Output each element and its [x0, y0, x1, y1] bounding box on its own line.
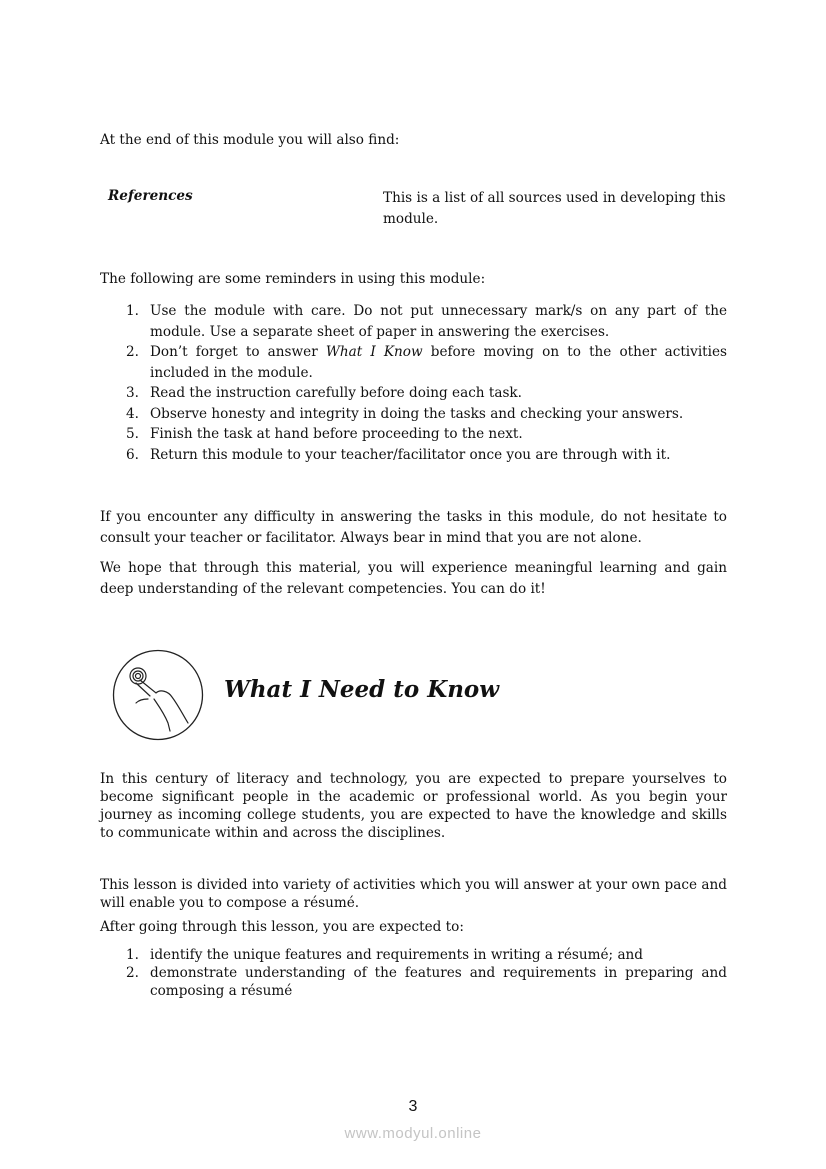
intro-text: At the end of this module you will also find:: [100, 132, 400, 148]
list-item: [100, 301, 727, 342]
lesson-paragraph: This lesson is divided into variety of activities which you will answer at your own pace and will enable you to compose a résumé.: [100, 877, 727, 911]
list-item: [100, 964, 727, 1000]
item-text: Read the instruction carefully before doing each task.: [150, 385, 522, 401]
item-text: Finish the task at hand before proceeding to the next.: [150, 426, 523, 442]
hand-tap-icon: [112, 649, 204, 741]
section-title: What I Need to Know: [224, 676, 500, 703]
difficulty-paragraph: If you encounter any difficulty in answering the tasks in this module, do not hesitate to consult your teacher or facilitator. Always bear in mind that you are not alone.: [100, 509, 727, 546]
list-item: [100, 946, 727, 964]
item-number: 2.: [126, 344, 139, 360]
item-text: Observe honesty and integrity in doing the tasks and checking your answers.: [150, 405, 684, 422]
reference-term: References: [108, 188, 193, 204]
century-paragraph: In this century of literacy and technology, you are expected to prepare yourselves to become significant people in the academic or professional world. As you begin your journey as incoming college students, you are expected to have the knowledge and skills to communicate within and across the disciplines.: [100, 771, 727, 841]
item-text: identify the unique features and requirements in writing a résumé; and: [150, 947, 644, 963]
after-paragraph: After going through this lesson, you are expected to:: [100, 919, 464, 935]
list-item: [100, 445, 727, 466]
item-text: Return this module to your teacher/facilitator once you are through with it.: [150, 446, 671, 463]
item-emphasis: What I Know: [325, 344, 423, 360]
reminders-intro: The following are some reminders in using this module:: [100, 271, 486, 287]
item-text: Use the module with care. Do not put unnecessary mark/s on any part of the module. Use a separate sheet of paper in answering the exercises.: [150, 303, 727, 340]
item-number: 4.: [126, 405, 139, 422]
item-text: Don’t forget to answer: [150, 344, 326, 360]
item-text: before moving on to the other activities included in the module.: [150, 344, 727, 381]
reminders-list: [100, 301, 727, 465]
watermark: www.modyul.online: [344, 1125, 482, 1142]
item-number: 6.: [126, 446, 139, 463]
item-number: 3.: [126, 385, 139, 401]
list-item: [100, 404, 727, 425]
item-number: 2.: [126, 965, 139, 981]
item-number: 1.: [126, 947, 139, 963]
reference-description: This is a list of all sources used in developing this module.: [383, 190, 726, 227]
list-item: [100, 424, 727, 445]
item-text: demonstrate understanding of the features and requirements in preparing and composing a résumé: [150, 965, 727, 999]
item-number: 1.: [126, 303, 139, 319]
hope-paragraph: We hope that through this material, you will experience meaningful learning and gain deep understanding of the relevant competencies. You can do it!: [100, 560, 727, 597]
list-item: [100, 342, 727, 383]
objectives-list: [100, 946, 727, 1000]
page-number: 3: [408, 1098, 418, 1115]
item-number: 5.: [126, 426, 139, 442]
list-item: [100, 383, 727, 404]
